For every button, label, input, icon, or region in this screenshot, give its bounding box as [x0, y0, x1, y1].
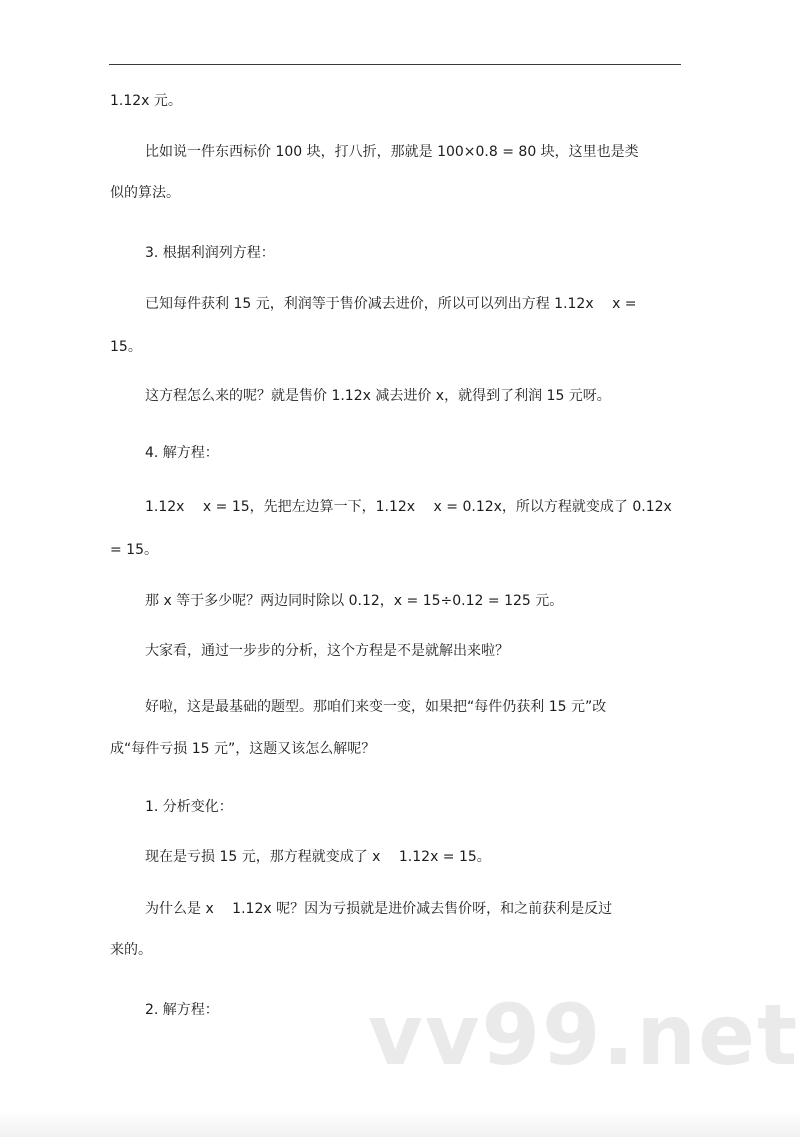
section-heading: 4. 解方程：	[145, 445, 219, 461]
text-line: 似的算法。	[110, 185, 180, 201]
text-line: = 15。	[110, 542, 158, 558]
header-rule	[109, 64, 681, 65]
text-line: 已知每件获利 15 元，利润等于售价减去进价，所以可以列出方程 1.12x x =	[145, 296, 637, 312]
page-bottom-edge	[0, 1110, 800, 1137]
text-line: 这方程怎么来的呢？就是售价 1.12x 减去进价 x，就得到了利润 15 元呀。	[145, 388, 611, 404]
text-line: 1.12x 元。	[110, 93, 182, 109]
watermark: vv99.net	[368, 986, 800, 1084]
section-heading: 2. 解方程：	[145, 1002, 219, 1018]
text-line: 为什么是 x 1.12x 呢？因为亏损就是进价减去售价呀，和之前获利是反过	[145, 901, 613, 917]
text-line: 15。	[110, 339, 142, 355]
text-line: 大家看，通过一步步的分析，这个方程是不是就解出来啦？	[145, 643, 509, 659]
text-line: 好啦，这是最基础的题型。那咱们来变一变，如果把“每件仍获利 15 元”改	[145, 699, 607, 715]
section-heading: 3. 根据利润列方程：	[145, 245, 275, 261]
text-line: 现在是亏损 15 元，那方程就变成了 x 1.12x = 15。	[145, 849, 491, 865]
text-line: 那 x 等于多少呢？两边同时除以 0.12，x = 15÷0.12 = 125 元。	[145, 593, 564, 609]
section-heading: 1. 分析变化：	[145, 799, 233, 815]
text-line: 成“每件亏损 15 元”，这题又该怎么解呢？	[110, 741, 376, 757]
text-line: 1.12x x = 15，先把左边算一下，1.12x x = 0.12x，所以方程就变成了 0.12x	[145, 499, 672, 515]
text-line: 比如说一件东西标价 100 块，打八折，那就是 100×0.8 = 80 块，这里也是类	[145, 144, 639, 160]
text-line: 来的。	[110, 942, 152, 958]
